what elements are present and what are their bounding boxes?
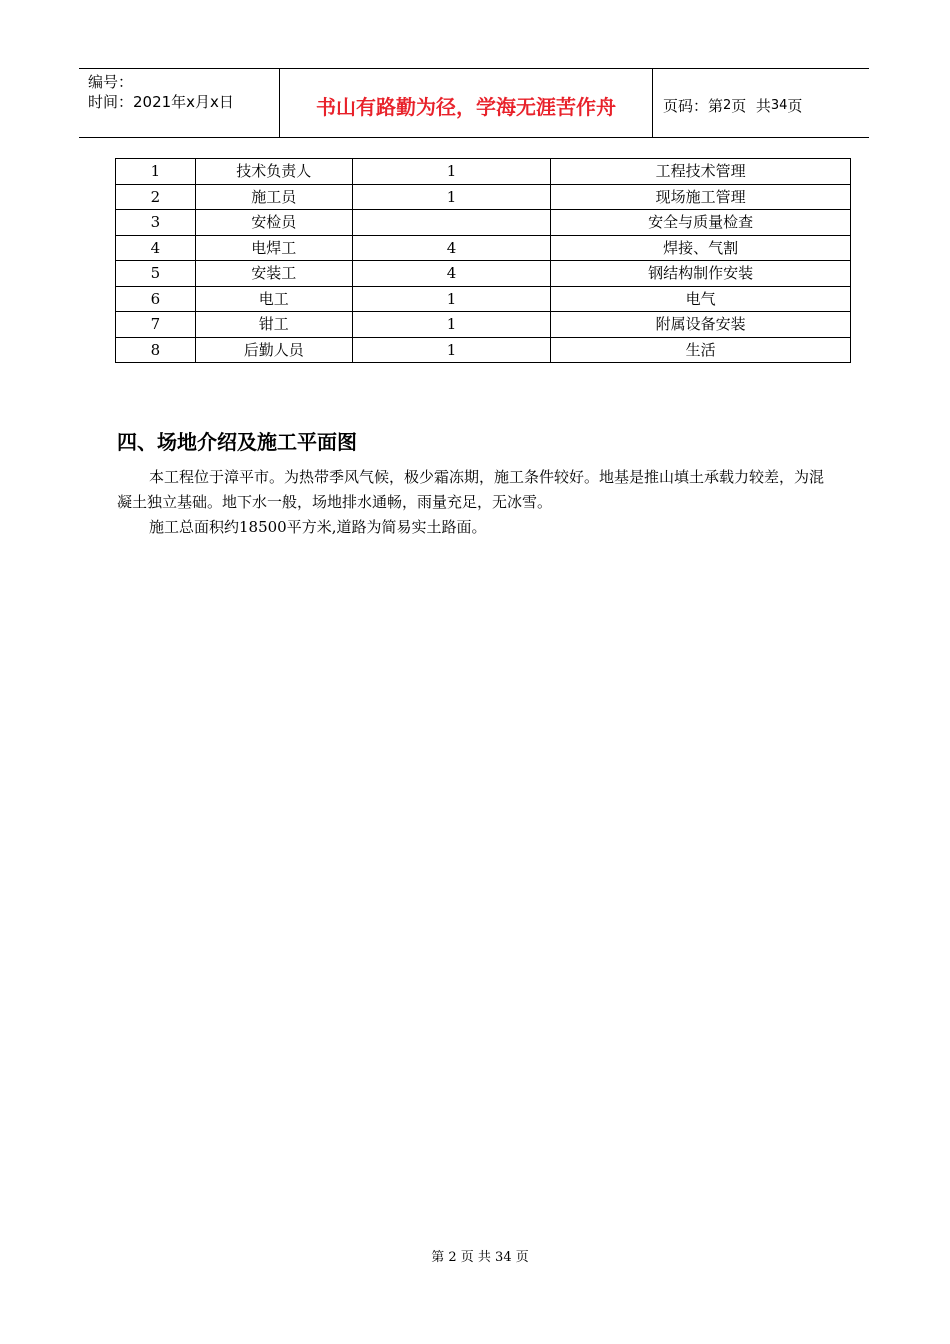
- table-row: [116, 184, 851, 210]
- header-motto: 书山有路勤为径，学海无涯苦作舟: [280, 69, 653, 137]
- document-number-label: 编号：: [88, 73, 134, 91]
- page-prefix: 页码：第: [663, 96, 724, 115]
- table-cell: 8: [116, 337, 196, 363]
- table-cell: 5: [116, 261, 196, 287]
- header-page-info: [653, 69, 869, 137]
- table-cell: 安检员: [195, 210, 352, 236]
- page-total: 34: [770, 97, 788, 113]
- table-cell: 电气: [551, 286, 851, 312]
- table-row: [116, 312, 851, 338]
- staff-table: [115, 158, 851, 363]
- table-cell: 电焊工: [195, 235, 352, 261]
- table-cell: [352, 210, 551, 236]
- table-cell: 4: [352, 261, 551, 287]
- table-cell: 安装工: [195, 261, 352, 287]
- table-cell: 钢结构制作安装: [551, 261, 851, 287]
- table-cell: 2: [116, 184, 196, 210]
- table-cell: 工程技术管理: [551, 159, 851, 185]
- table-cell: 附属设备安装: [551, 312, 851, 338]
- table-row: [116, 210, 851, 236]
- table-cell: 4: [352, 235, 551, 261]
- header-meta: [79, 69, 280, 137]
- page-suffix: 页: [787, 96, 803, 115]
- table-row: [116, 261, 851, 287]
- table-cell: 电工: [195, 286, 352, 312]
- table-cell: 1: [352, 312, 551, 338]
- table-row: [116, 337, 851, 363]
- page-number: 2: [723, 97, 732, 113]
- table-row: [116, 159, 851, 185]
- table-cell: 生活: [551, 337, 851, 363]
- site-area-paragraph: 施工总面积约18500平方米,道路为简易实土路面。: [149, 518, 487, 536]
- table-cell: 技术负责人: [195, 159, 352, 185]
- table-cell: 施工员: [195, 184, 352, 210]
- site-description-paragraph: 本工程位于漳平市。为热带季风气候，极少霜冻期，施工条件较好。地基是推山填土承载力较差，为混凝土独立基础。地下水一般，场地排水通畅，雨量充足，无冰雪。: [117, 468, 825, 511]
- table-row: [116, 286, 851, 312]
- table-cell: 3: [116, 210, 196, 236]
- page-footer: 第 2 页 共 34 页: [431, 1250, 529, 1265]
- table-row: [116, 235, 851, 261]
- staff-table-body: [116, 159, 851, 363]
- page-header: [79, 68, 869, 138]
- table-cell: 1: [352, 286, 551, 312]
- table-cell: 7: [116, 312, 196, 338]
- table-cell: 4: [116, 235, 196, 261]
- table-cell: 1: [116, 159, 196, 185]
- table-cell: 现场施工管理: [551, 184, 851, 210]
- page-mid: 页 共: [731, 96, 771, 115]
- section-title: 四、场地介绍及施工平面图: [117, 430, 357, 454]
- table-cell: 安全与质量检查: [551, 210, 851, 236]
- table-cell: 1: [352, 337, 551, 363]
- table-cell: 钳工: [195, 312, 352, 338]
- table-cell: 后勤人员: [195, 337, 352, 363]
- table-cell: 焊接、气割: [551, 235, 851, 261]
- document-time-label: 时间：2021年x月x日: [88, 93, 234, 111]
- table-cell: 1: [352, 159, 551, 185]
- table-cell: 6: [116, 286, 196, 312]
- table-cell: 1: [352, 184, 551, 210]
